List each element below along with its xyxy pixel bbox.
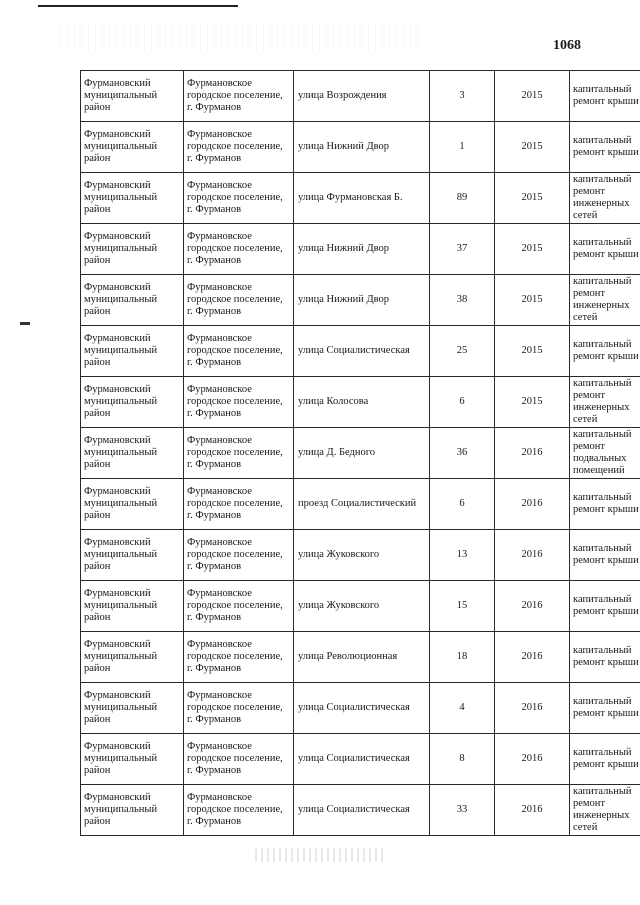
work-type-cell-text: капитальный ремонт крыши — [573, 594, 639, 617]
house-number-cell — [430, 326, 495, 377]
settlement-cell — [184, 326, 294, 377]
work-type-cell-text: капитальный ремонт подвальных помещений — [573, 429, 632, 476]
work-type-cell-text: капитальный ремонт крыши — [573, 747, 639, 770]
street-cell-text: улица Социалистическая — [298, 345, 410, 356]
year-cell — [495, 326, 570, 377]
house-number-cell — [430, 173, 495, 224]
district-cell — [81, 581, 184, 632]
work-type-cell-text: капитальный ремонт крыши — [573, 339, 639, 362]
street-cell-text: улица Возрождения — [298, 90, 387, 101]
year-cell — [495, 734, 570, 785]
street-cell — [294, 428, 430, 479]
house-number-cell-text: 36 — [456, 447, 468, 458]
year-cell — [495, 224, 570, 275]
district-cell-text: Фурмановский муниципальный район — [84, 741, 158, 776]
year-cell — [495, 530, 570, 581]
year-cell — [495, 479, 570, 530]
year-cell-text: 2016 — [521, 600, 543, 611]
year-cell — [495, 581, 570, 632]
settlement-cell-text: Фурмановское городское поселение, г. Фурманов — [187, 129, 283, 164]
table-row — [81, 683, 640, 734]
settlement-cell — [184, 581, 294, 632]
settlement-cell — [184, 122, 294, 173]
district-cell-text: Фурмановский муниципальный район — [84, 333, 158, 368]
settlement-cell-text: Фурмановское городское поселение, г. Фурманов — [187, 231, 283, 266]
district-cell-text: Фурмановский муниципальный район — [84, 792, 158, 827]
year-cell-text: 2016 — [521, 804, 543, 815]
table-body — [81, 71, 640, 836]
table-row — [81, 173, 640, 224]
year-cell — [495, 377, 570, 428]
settlement-cell — [184, 377, 294, 428]
settlement-cell-text: Фурмановское городское поселение, г. Фурманов — [187, 690, 283, 725]
street-cell — [294, 734, 430, 785]
top-rule — [38, 5, 238, 7]
street-cell — [294, 275, 430, 326]
work-type-cell-text: капитальный ремонт крыши — [573, 543, 639, 566]
district-cell — [81, 734, 184, 785]
street-cell-text: улица Жуковского — [298, 600, 380, 611]
settlement-cell-text: Фурмановское городское поселение, г. Фурманов — [187, 537, 283, 572]
street-cell — [294, 479, 430, 530]
settlement-cell — [184, 632, 294, 683]
house-number-cell — [430, 377, 495, 428]
house-number-cell — [430, 122, 495, 173]
work-type-cell — [570, 377, 640, 428]
work-type-cell-text: капитальный ремонт крыши — [573, 492, 639, 515]
scan-noise — [60, 22, 420, 52]
work-type-cell-text: капитальный ремонт инженерных сетей — [573, 276, 632, 323]
work-type-cell-text: капитальный ремонт крыши — [573, 696, 639, 719]
settlement-cell-text: Фурмановское городское поселение, г. Фурманов — [187, 486, 283, 521]
district-cell — [81, 173, 184, 224]
house-number-cell-text: 13 — [456, 549, 468, 560]
table-row — [81, 224, 640, 275]
work-type-cell — [570, 581, 640, 632]
district-cell — [81, 785, 184, 836]
year-cell-text: 2015 — [521, 294, 543, 305]
house-number-cell — [430, 224, 495, 275]
year-cell — [495, 683, 570, 734]
settlement-cell-text: Фурмановское городское поселение, г. Фурманов — [187, 741, 283, 776]
house-number-cell-text: 6 — [459, 498, 465, 509]
work-type-cell — [570, 683, 640, 734]
house-number-cell-text: 89 — [456, 192, 468, 203]
street-cell-text: улица Жуковского — [298, 549, 380, 560]
street-cell — [294, 326, 430, 377]
year-cell-text: 2016 — [521, 447, 543, 458]
settlement-cell-text: Фурмановское городское поселение, г. Фурманов — [187, 588, 283, 623]
street-cell-text: улица Нижний Двор — [298, 294, 390, 305]
year-cell — [495, 785, 570, 836]
settlement-cell-text: Фурмановское городское поселение, г. Фурманов — [187, 333, 283, 368]
district-cell — [81, 479, 184, 530]
district-cell-text: Фурмановский муниципальный район — [84, 78, 158, 113]
house-number-cell — [430, 479, 495, 530]
settlement-cell — [184, 224, 294, 275]
street-cell-text: улица Колосова — [298, 396, 369, 407]
year-cell — [495, 275, 570, 326]
house-number-cell — [430, 683, 495, 734]
year-cell — [495, 632, 570, 683]
house-number-cell-text: 33 — [456, 804, 468, 815]
year-cell-text: 2015 — [521, 192, 543, 203]
street-cell — [294, 71, 430, 122]
house-number-cell-text: 6 — [459, 396, 465, 407]
settlement-cell — [184, 530, 294, 581]
house-number-cell-text: 1 — [459, 141, 465, 152]
street-cell-text: улица Д. Бедного — [298, 447, 376, 458]
house-number-cell-text: 3 — [459, 90, 465, 101]
work-type-cell-text: капитальный ремонт крыши — [573, 135, 639, 158]
year-cell-text: 2016 — [521, 498, 543, 509]
district-cell — [81, 632, 184, 683]
district-cell — [81, 530, 184, 581]
house-number-cell-text: 15 — [456, 600, 468, 611]
work-type-cell — [570, 122, 640, 173]
page-number: 1068 — [553, 38, 581, 53]
street-cell-text: проезд Социалистический — [298, 498, 417, 509]
table-row — [81, 122, 640, 173]
table-row — [81, 377, 640, 428]
settlement-cell-text: Фурмановское городское поселение, г. Фурманов — [187, 282, 283, 317]
year-cell-text: 2015 — [521, 90, 543, 101]
street-cell — [294, 224, 430, 275]
work-type-cell — [570, 224, 640, 275]
house-number-cell-text: 4 — [459, 702, 465, 713]
work-type-cell — [570, 173, 640, 224]
street-cell-text: улица Социалистическая — [298, 702, 410, 713]
settlement-cell — [184, 71, 294, 122]
year-cell-text: 2015 — [521, 243, 543, 254]
year-cell-text: 2016 — [521, 702, 543, 713]
work-type-cell — [570, 275, 640, 326]
district-cell — [81, 122, 184, 173]
table-row — [81, 479, 640, 530]
settlement-cell-text: Фурмановское городское поселение, г. Фурманов — [187, 384, 283, 419]
district-cell — [81, 71, 184, 122]
house-number-cell — [430, 71, 495, 122]
settlement-cell — [184, 275, 294, 326]
street-cell — [294, 785, 430, 836]
house-number-cell — [430, 530, 495, 581]
district-cell — [81, 326, 184, 377]
settlement-cell-text: Фурмановское городское поселение, г. Фурманов — [187, 639, 283, 674]
district-cell-text: Фурмановский муниципальный район — [84, 486, 158, 521]
work-type-cell — [570, 71, 640, 122]
district-cell — [81, 377, 184, 428]
street-cell-text: улица Фурмановская Б. — [298, 192, 403, 203]
house-number-cell-text: 25 — [456, 345, 468, 356]
district-cell-text: Фурмановский муниципальный район — [84, 180, 158, 215]
year-cell — [495, 71, 570, 122]
house-number-cell — [430, 275, 495, 326]
year-cell-text: 2016 — [521, 753, 543, 764]
table-row — [81, 275, 640, 326]
house-number-cell-text: 8 — [459, 753, 465, 764]
settlement-cell-text: Фурмановское городское поселение, г. Фурманов — [187, 792, 283, 827]
work-type-cell-text: капитальный ремонт крыши — [573, 237, 639, 260]
house-number-cell — [430, 632, 495, 683]
street-cell-text: улица Социалистическая — [298, 753, 410, 764]
work-type-cell-text: капитальный ремонт крыши — [573, 645, 639, 668]
street-cell — [294, 581, 430, 632]
year-cell-text: 2016 — [521, 651, 543, 662]
street-cell — [294, 683, 430, 734]
district-cell — [81, 224, 184, 275]
district-cell-text: Фурмановский муниципальный район — [84, 435, 158, 470]
work-type-cell — [570, 326, 640, 377]
settlement-cell — [184, 785, 294, 836]
year-cell-text: 2016 — [521, 549, 543, 560]
year-cell — [495, 428, 570, 479]
work-type-cell — [570, 734, 640, 785]
district-cell-text: Фурмановский муниципальный район — [84, 537, 158, 572]
year-cell-text: 2015 — [521, 141, 543, 152]
work-type-cell-text: капитальный ремонт инженерных сетей — [573, 174, 632, 221]
district-cell-text: Фурмановский муниципальный район — [84, 282, 158, 317]
district-cell — [81, 683, 184, 734]
work-type-cell-text: капитальный ремонт крыши — [573, 84, 639, 107]
district-cell — [81, 275, 184, 326]
district-cell-text: Фурмановский муниципальный район — [84, 129, 158, 164]
margin-mark — [20, 322, 30, 325]
settlement-cell-text: Фурмановское городское поселение, г. Фурманов — [187, 435, 283, 470]
table-row — [81, 71, 640, 122]
settlement-cell-text: Фурмановское городское поселение, г. Фурманов — [187, 180, 283, 215]
street-cell-text: улица Социалистическая — [298, 804, 410, 815]
house-number-cell — [430, 428, 495, 479]
street-cell-text: улица Нижний Двор — [298, 141, 390, 152]
table-row — [81, 785, 640, 836]
work-type-cell — [570, 479, 640, 530]
street-cell — [294, 530, 430, 581]
settlement-cell — [184, 479, 294, 530]
work-type-cell — [570, 785, 640, 836]
table-row — [81, 428, 640, 479]
table-row — [81, 326, 640, 377]
street-cell-text: улица Революционная — [298, 651, 398, 662]
scan-smudge — [255, 848, 385, 862]
work-type-cell — [570, 428, 640, 479]
street-cell — [294, 377, 430, 428]
table-row — [81, 581, 640, 632]
repair-table — [80, 70, 640, 836]
work-type-cell-text: капитальный ремонт инженерных сетей — [573, 378, 632, 425]
work-type-cell — [570, 530, 640, 581]
house-number-cell — [430, 785, 495, 836]
house-number-cell — [430, 734, 495, 785]
settlement-cell — [184, 734, 294, 785]
district-cell-text: Фурмановский муниципальный район — [84, 639, 158, 674]
year-cell — [495, 173, 570, 224]
work-type-cell — [570, 632, 640, 683]
work-type-cell-text: капитальный ремонт инженерных сетей — [573, 786, 632, 833]
district-cell-text: Фурмановский муниципальный район — [84, 384, 158, 419]
street-cell — [294, 632, 430, 683]
table-row — [81, 734, 640, 785]
street-cell — [294, 122, 430, 173]
settlement-cell-text: Фурмановское городское поселение, г. Фурманов — [187, 78, 283, 113]
year-cell-text: 2015 — [521, 396, 543, 407]
district-cell-text: Фурмановский муниципальный район — [84, 588, 158, 623]
table-row — [81, 530, 640, 581]
settlement-cell — [184, 428, 294, 479]
district-cell — [81, 428, 184, 479]
house-number-cell-text: 37 — [456, 243, 468, 254]
district-cell-text: Фурмановский муниципальный район — [84, 690, 158, 725]
year-cell — [495, 122, 570, 173]
settlement-cell — [184, 173, 294, 224]
street-cell — [294, 173, 430, 224]
house-number-cell-text: 38 — [456, 294, 468, 305]
year-cell-text: 2015 — [521, 345, 543, 356]
table-row — [81, 632, 640, 683]
street-cell-text: улица Нижний Двор — [298, 243, 390, 254]
house-number-cell — [430, 581, 495, 632]
district-cell-text: Фурмановский муниципальный район — [84, 231, 158, 266]
settlement-cell — [184, 683, 294, 734]
house-number-cell-text: 18 — [456, 651, 468, 662]
